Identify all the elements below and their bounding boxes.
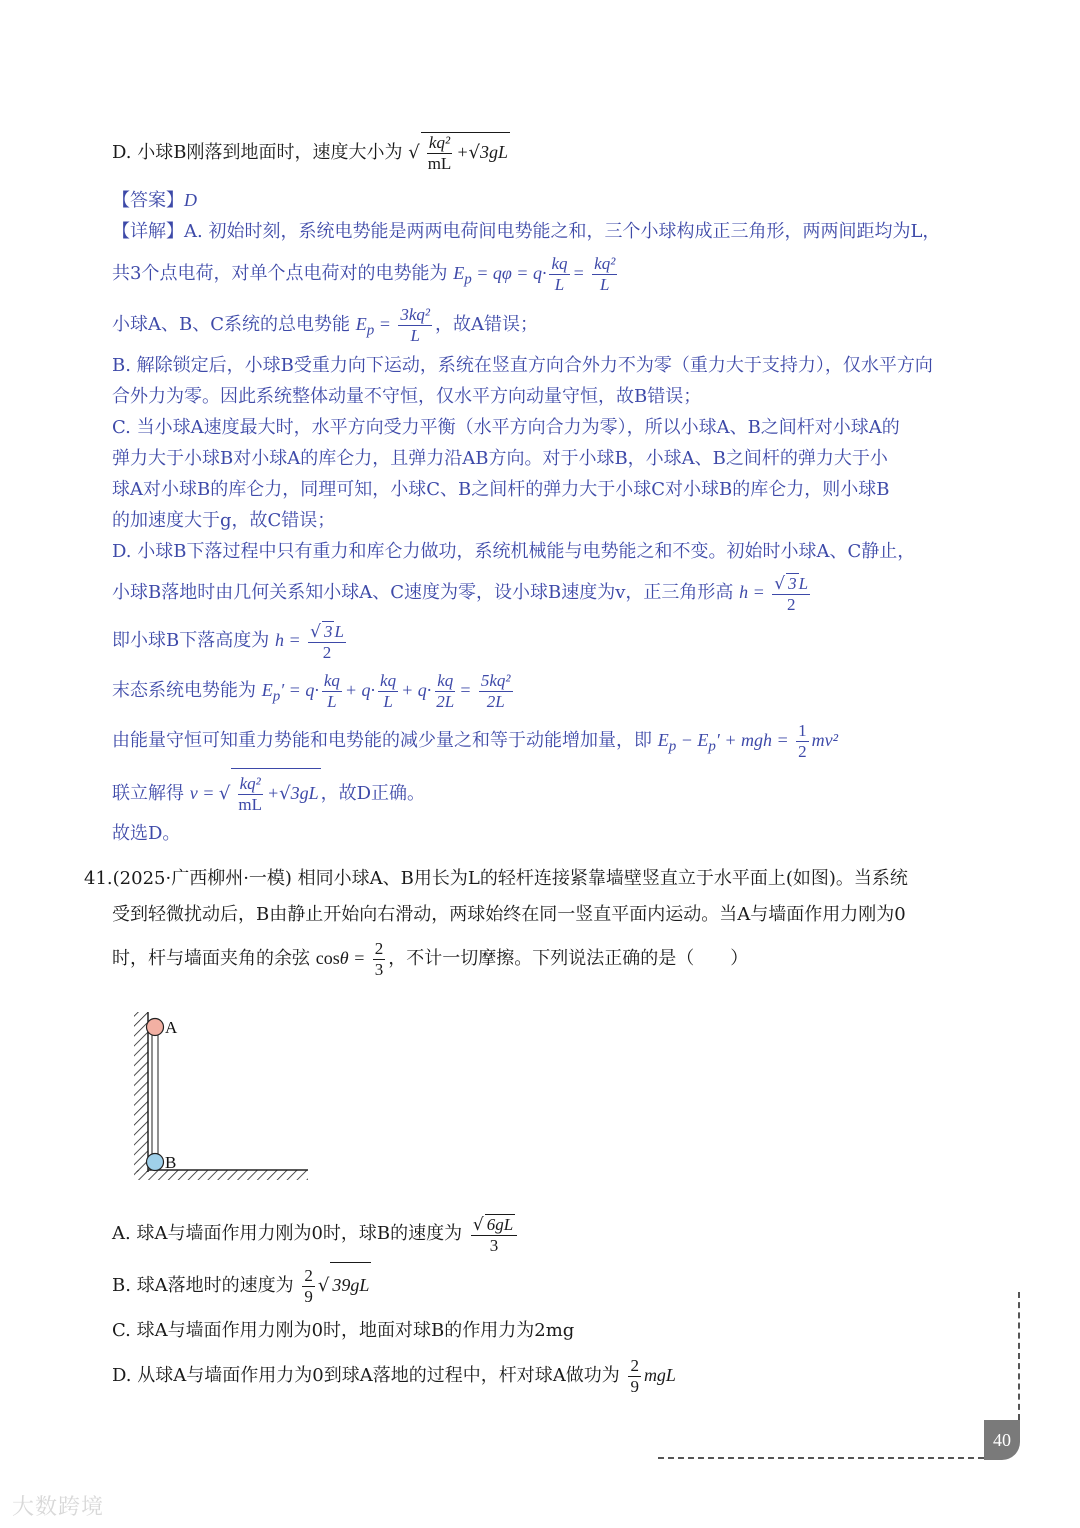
ball-b xyxy=(147,1154,164,1171)
option-label: C. xyxy=(112,1320,131,1341)
option-c xyxy=(112,1319,574,1343)
prev-option-d-label: D. xyxy=(112,142,132,163)
formula: $E_p$ = $\frac{\text{3kq²}}{L}$ xyxy=(355,305,431,346)
formula: $E_p' = q\cdot$ $\frac{kq}{L}$ + q· $\frac{kq}{L}$ + q· $\frac{kq}{2L}$ = $\frac{\text{5kq²}}{2L}$ xyxy=(261,671,511,712)
formula: v = √ $\frac{\text{kq²}}{mL}$ +√3gL xyxy=(190,783,321,803)
ball-a xyxy=(147,1019,164,1036)
explanation-d6 xyxy=(112,768,425,818)
question-text: (2025·广西柳州·一模) 相同小球A、B用长为L的轻杆连接紧靠墙壁竖直立于水平面上(如图)。当系统 xyxy=(112,868,908,889)
wall-hatch xyxy=(134,1012,148,1172)
floor-hatch xyxy=(134,1170,308,1180)
explanation-text: 共3个点电荷，对单个点电荷对的电势能为 xyxy=(112,263,448,284)
explanation-text: 小球B落地时由几何关系知小球A、C速度为零，设小球B速度为v，正三角形高 xyxy=(112,582,734,603)
formula: h = $\frac{√ 3 L}{2}$ xyxy=(739,573,809,614)
explanation-b1: B. 解除锁定后，小球B受重力向下运动，系统在竖直方向合外力不为零（重力大于支持力），仅水平方向 xyxy=(112,355,933,376)
explanation-text: 由能量守恒可知重力势能和电势能的减少量之和等于动能增加量，即 xyxy=(112,730,652,751)
answer-value: D xyxy=(184,190,197,210)
explanation-c2: 弹力大于小球B对小球A的库仑力，且弹力沿AB方向。对于小球B，小球A、B之间杆的弹力大于小 xyxy=(112,448,888,469)
explanation-text: 联立解得 xyxy=(112,783,184,804)
option-text: 球A与墙面作用力刚为0时，地面对球B的作用力为2mg xyxy=(136,1320,575,1341)
option-text: 从球A与墙面作用力为0到球A落地的过程中，杆对球A做功为 xyxy=(137,1365,620,1386)
explanation-text: 即小球B下落高度为 xyxy=(112,630,270,651)
explanation-d2 xyxy=(112,570,813,615)
explanation-tag: 【详解】 xyxy=(112,221,184,242)
explanation-d5 xyxy=(112,718,838,769)
answer-line xyxy=(112,188,197,213)
question-number: 41. xyxy=(84,868,113,889)
question-text: 时，杆与墙面夹角的余弦 xyxy=(112,948,310,969)
explanation-a3 xyxy=(112,302,538,353)
formula: √ $\frac{\text{kq²}}{mL}$ +√3gL xyxy=(408,133,508,174)
question-text: ，不计一切摩擦。下列说法正确的是（ ） xyxy=(388,948,749,969)
question-line-2: 受到轻微扰动后，B由静止开始向右滑动，两球始终在同一竖直平面内运动。当A与墙面作用力刚为0 xyxy=(112,904,906,925)
explanation-c1: C. 当小球A速度最大时，水平方向受力平衡（水平方向合力为零），所以小球A、B之间杆对小球A的 xyxy=(112,417,900,438)
answer-tag: 【答案】 xyxy=(112,190,184,211)
prev-option-d xyxy=(112,132,510,174)
formula: $\frac{2}{9}$ mgL xyxy=(630,1356,676,1397)
explanation-conclusion: 故选D。 xyxy=(112,823,181,844)
option-text: 球A落地时的速度为 xyxy=(136,1275,294,1296)
explanation-text: A. 初始时刻，系统电势能是两两电荷间电势能之和，三个小球构成正三角形，两两间距均为L， xyxy=(184,221,941,242)
question-line-3 xyxy=(112,936,748,981)
formula: $\frac{√ 6gL}{3}$ xyxy=(468,1223,520,1243)
option-b xyxy=(112,1262,371,1308)
option-a xyxy=(112,1209,520,1258)
label-b: B xyxy=(165,1153,177,1172)
explanation-d4 xyxy=(112,668,516,719)
figure-wall-rod xyxy=(120,1000,320,1190)
explanation-a2 xyxy=(112,254,620,299)
explanation-d1: D. 小球B下落过程中只有重力和库仑力做功，系统机械能与电势能之和不变。初始时小球A、C静止， xyxy=(112,541,916,562)
explanation-d3 xyxy=(112,618,349,663)
option-label: D. xyxy=(112,1365,132,1386)
option-label: B. xyxy=(112,1275,131,1296)
formula: cosθ = $\frac{2}{3}$ xyxy=(315,939,384,980)
explanation-text: 小球A、B、C系统的总电势能 xyxy=(112,314,350,335)
formula: h = $\frac{√ 3 L}{2}$ xyxy=(274,621,344,662)
page-number: 40 xyxy=(984,1420,1020,1460)
formula: $\frac{2}{9}$ √ 39gL xyxy=(299,1275,371,1295)
explanation-b2: 合外力为零。因此系统整体动量不守恒，仅水平方向动量守恒，故B错误； xyxy=(112,386,702,407)
explanation-text: ，故A错误； xyxy=(435,314,539,335)
explanation-a1 xyxy=(112,220,940,244)
option-label: A. xyxy=(112,1223,131,1244)
explanation-c3: 球A对小球B的库仑力，同理可知，小球C、B之间杆的弹力大于小球C对小球B的库仑力，则小球B xyxy=(112,479,890,500)
watermark: 大数跨境 xyxy=(12,1495,105,1520)
option-text: 球A与墙面作用力刚为0时，球B的速度为 xyxy=(136,1223,463,1244)
option-d xyxy=(112,1353,676,1398)
page-corner-dashed-vertical xyxy=(1018,1292,1020,1420)
formula: $E_p = q\varphi = q\cdot$ $\frac{kq}{L}$ = $\frac{\text{kq²}}{L}$ xyxy=(453,254,616,295)
page-corner-dashed-horizontal xyxy=(658,1457,984,1459)
question-line-1 xyxy=(84,867,908,891)
explanation-text: 末态系统电势能为 xyxy=(112,680,256,701)
label-a: A xyxy=(165,1018,178,1037)
explanation-c4: 的加速度大于g，故C错误； xyxy=(112,510,336,531)
formula: $E_p - E_p'$ + mgh = $\frac{1}{2}$ mv² xyxy=(657,721,839,762)
explanation-text: ，故D正确。 xyxy=(320,783,426,804)
prev-option-d-text: 小球B刚落到地面时，速度大小为 xyxy=(137,142,403,163)
